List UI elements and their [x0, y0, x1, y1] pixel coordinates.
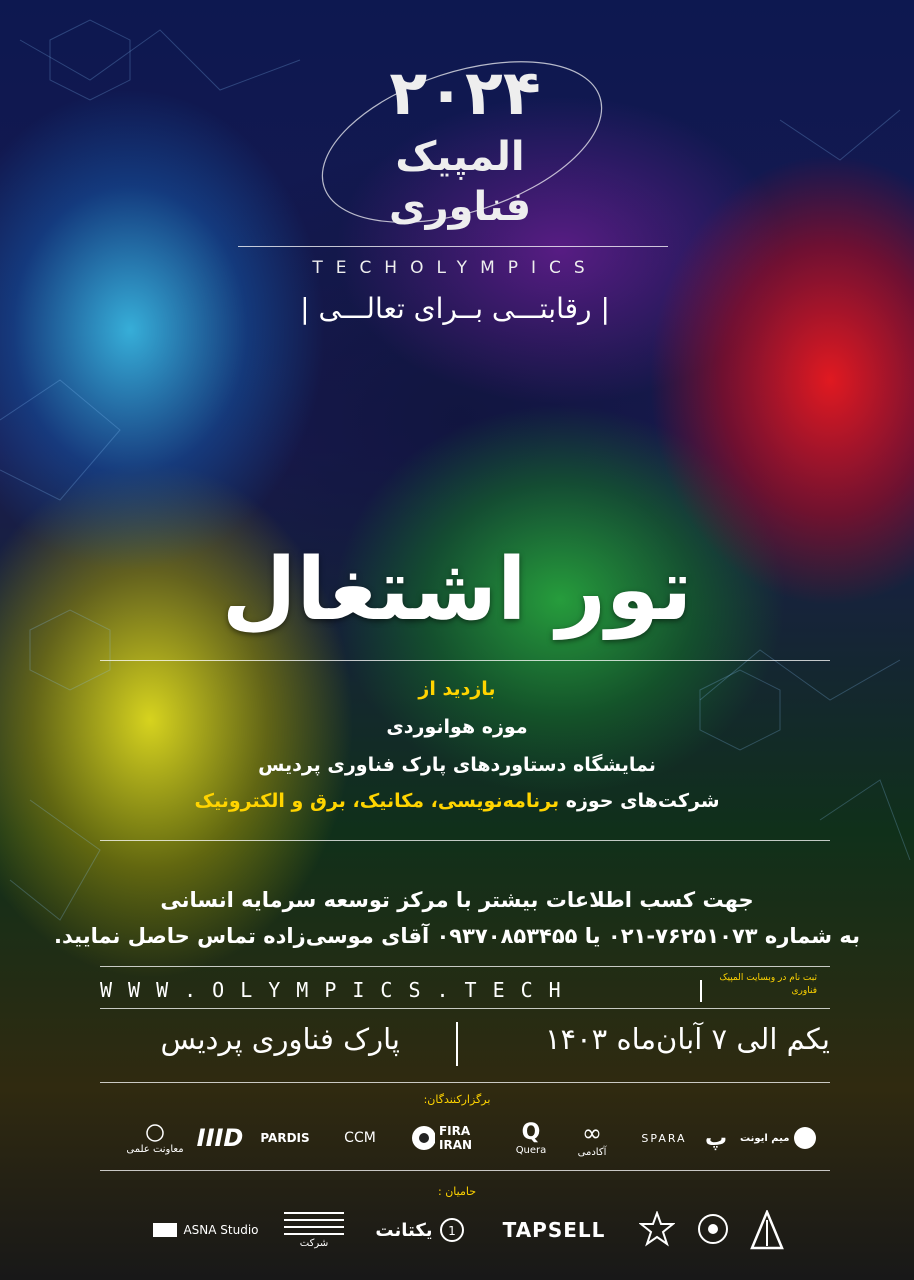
- sponsor-logo: [742, 1204, 792, 1256]
- ball-icon: [410, 1124, 435, 1152]
- organizer-logo: میم ایونت: [740, 1112, 816, 1164]
- register-label: ثبت نام در وبسایت المپیک فناوری: [719, 973, 817, 996]
- organizer-logo: PARDIS: [260, 1131, 310, 1145]
- visit-item: نمایشگاه دستاوردهای پارک فناوری پردیس: [258, 754, 656, 776]
- event-place: پارک فناوری پردیس: [160, 1022, 400, 1056]
- visit-heading: بازدید از: [418, 678, 496, 700]
- organizer-logo: پ: [704, 1125, 728, 1151]
- organizer-logo: معاونت علمی: [120, 1112, 190, 1164]
- website-link[interactable]: WWW.OLYMPICS.TECH: [100, 978, 577, 1002]
- divider: [238, 246, 668, 247]
- organizer-logo: Q Quera: [515, 1120, 547, 1156]
- brand-latin: TECHOLYMPICS: [312, 258, 598, 278]
- contact-line: به شماره ۷۶۲۵۱۰۷۳-۰۲۱ یا ۰۹۳۷۰۸۵۳۴۵۵ آقای موسی‌زاده تماس حاصل نمایید.: [54, 924, 860, 948]
- organizer-logo: CCM: [344, 1130, 376, 1146]
- star-emblem-icon: [639, 1211, 675, 1247]
- azad-university-icon: [750, 1210, 784, 1250]
- sponsor-logo: TAPSELL: [502, 1218, 606, 1242]
- event-date: یکم الی ۷ آبان‌ماه ۱۴۰۳: [544, 1022, 830, 1056]
- company-emblem-icon: [279, 1208, 349, 1238]
- meem-event-icon: [793, 1126, 816, 1150]
- organizer-logo: SPARA: [641, 1131, 687, 1145]
- yektanet-icon: [439, 1217, 465, 1243]
- flower-emblem-icon: [695, 1211, 731, 1247]
- slogan: | رقابتـــی بــرای تعالـــی |: [300, 292, 610, 325]
- sponsor-logo: [634, 1206, 680, 1252]
- divider: [100, 966, 830, 967]
- organizer-logo: IIID: [196, 1124, 244, 1152]
- event-year: ۲۰۲۴: [389, 56, 541, 129]
- asna-icon: [153, 1221, 177, 1239]
- emblem-icon: [145, 1122, 165, 1144]
- svg-text:1: 1: [447, 1224, 456, 1238]
- sponsor-logo: [690, 1206, 736, 1252]
- visit-item: موزه هوانوردی: [386, 716, 528, 738]
- divider: [100, 840, 830, 841]
- divider: [100, 1008, 830, 1009]
- organizer-logo: FIRA IRAN: [410, 1116, 500, 1160]
- logo-name: المپیک فناوری: [388, 134, 532, 230]
- organizers-label: برگزارکنندگان:: [423, 1093, 491, 1106]
- sponsor-logo: یکتانت 1: [370, 1210, 470, 1250]
- sponsor-logo: شرکت: [276, 1205, 352, 1251]
- contact-line: جهت کسب اطلاعات بیشتر با مرکز توسعه سرمایه انسانی: [160, 888, 754, 912]
- organizer-logo: ∞ آکادمی: [577, 1118, 607, 1158]
- divider: [100, 1082, 830, 1083]
- visit-companies-fields: برنامه‌نویسی، مکانیک، برق و الکترونیک: [194, 790, 560, 812]
- visit-companies-prefix: شرکت‌های حوزه: [565, 790, 720, 812]
- sponsors-label: حامیان :: [438, 1185, 476, 1198]
- divider: [100, 1170, 830, 1171]
- separator: [456, 1022, 458, 1066]
- sponsor-logo: ASNA Studio: [150, 1210, 262, 1250]
- page-title: تور اشتغال: [221, 540, 693, 640]
- divider: [100, 660, 830, 661]
- visit-companies: [0, 790, 914, 812]
